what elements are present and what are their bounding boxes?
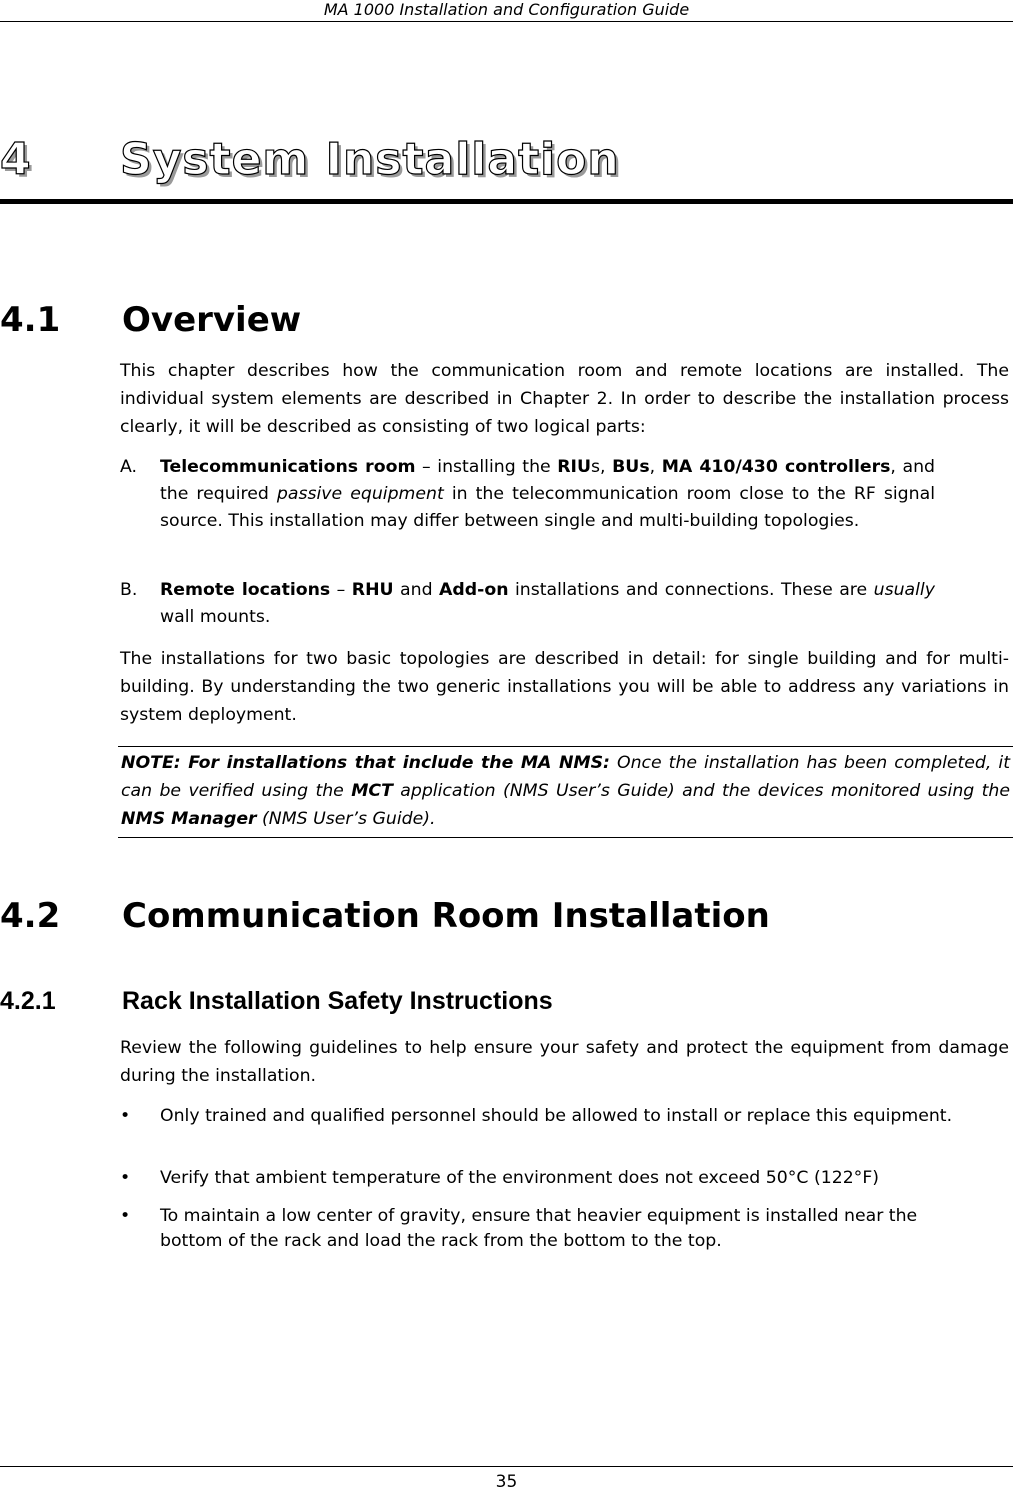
section-title: Communication Room Installation — [122, 896, 770, 936]
subsection-number: 4.2.1 — [0, 987, 56, 1015]
subsection-title: Rack Installation Safety Instructions — [122, 987, 553, 1015]
footer-rule — [0, 1466, 1013, 1467]
header-rule — [0, 21, 1013, 22]
subsection-heading-rack-safety — [0, 986, 553, 1016]
section-heading-comm-room — [0, 896, 770, 936]
note-text: NOTE: For installations that include the MA NMS: Once the installation has been completed, it can be verified using the MCT application (NMS User’s Guide) and the devices monitored using the NMS Manager (NMS User’s Guide). — [121, 753, 1010, 829]
chapter-number: 4 — [0, 134, 32, 185]
note-box — [118, 746, 1013, 838]
chapter-title-text: System Installation — [120, 134, 620, 185]
section-heading-overview — [0, 300, 301, 340]
note-label: NOTE: For installations that include the MA NMS: — [121, 753, 610, 773]
page-number: 35 — [495, 1472, 518, 1492]
bullet-icon: • — [120, 1168, 131, 1188]
section-number: 4.2 — [0, 896, 61, 936]
bullet-icon: • — [120, 1206, 131, 1226]
bullet-item: • Verify that ambient temperature of the environment does not exceed 50°C (122°F) — [160, 1166, 972, 1191]
bullet-icon: • — [120, 1106, 131, 1126]
list-marker: B. — [120, 580, 138, 600]
chapter-title — [0, 132, 620, 188]
term-telecom-room: Telecommunications room — [160, 457, 416, 477]
section-number: 4.1 — [0, 300, 61, 340]
list-item-telecom-room: A. Telecommunications room – installing the RIUs, BUs, MA 410/430 controllers, and the required passive equipment in the telecommunication room close to the RF signal source. This installation may differ between single and multi-building topologies. — [160, 454, 935, 535]
list-marker: A. — [120, 457, 138, 477]
term-remote-locations: Remote locations — [160, 580, 331, 600]
list-item-remote-locations: B. Remote locations – RHU and Add-on installations and connections. These are usually wall mounts. — [160, 577, 935, 631]
rack-intro-paragraph: Review the following guidelines to help ensure your safety and protect the equipment from damage during the installation. — [120, 1038, 1009, 1086]
bullet-item: • Only trained and qualified personnel should be allowed to install or replace this equipment. — [160, 1104, 972, 1129]
bullet-item: • To maintain a low center of gravity, ensure that heavier equipment is installed near the bottom of the rack and load the rack from the bottom to the top. — [120, 1206, 918, 1251]
overview-intro-paragraph: This chapter describes how the communication room and remote locations are installed. The individual system elements are described in Chapter 2. In order to describe the installation process clearly, it will be described as consisting of two logical parts: — [120, 361, 1009, 437]
topologies-paragraph: The installations for two basic topologies are described in detail: for single building and for multi-building. By understanding the two generic installations you will be able to address any variations in system deployment. — [120, 649, 1009, 725]
running-header: MA 1000 Installation and Configuration Guide — [323, 0, 690, 19]
section-title: Overview — [122, 300, 302, 340]
chapter-rule — [0, 199, 1013, 204]
